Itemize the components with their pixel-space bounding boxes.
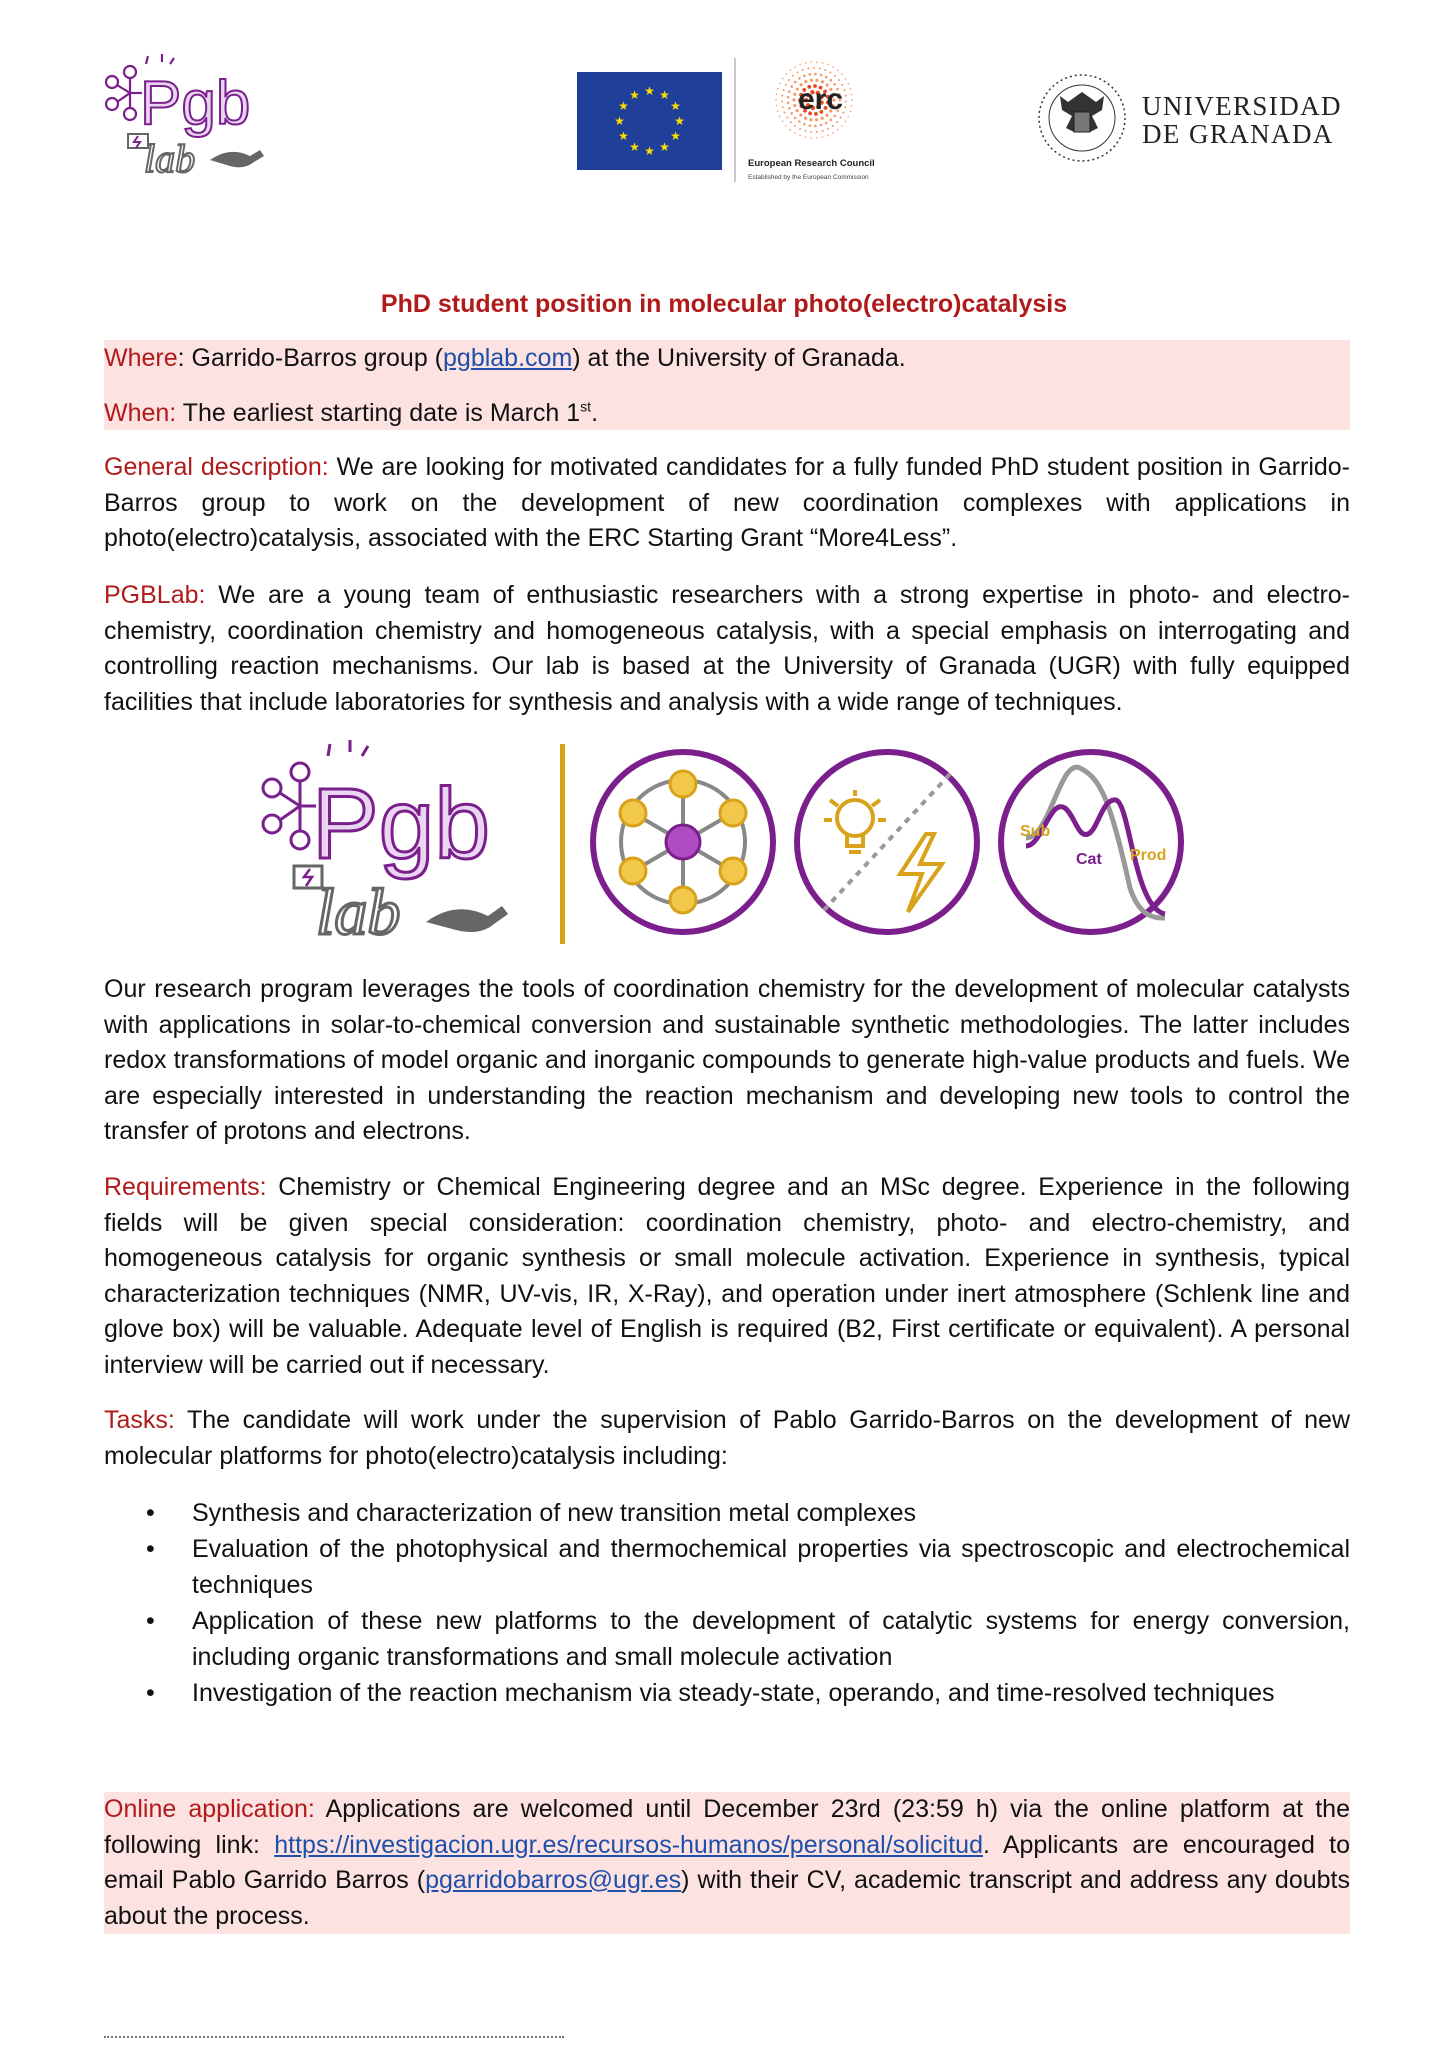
erc-dot (820, 124, 823, 127)
erc-dot (788, 79, 790, 81)
erc-dot (781, 100, 783, 102)
erc-dot (785, 73, 787, 75)
erc-dot (805, 136, 807, 138)
erc-dot (825, 122, 828, 125)
eu-star-icon: ★ (618, 99, 629, 113)
erc-dot (804, 130, 806, 132)
erc-dot (787, 101, 790, 104)
erc-dot (792, 75, 794, 77)
svg-text:lab: lab (316, 876, 401, 949)
erc-dot (809, 118, 812, 121)
when-line (104, 396, 598, 432)
footer-divider (104, 2036, 564, 2044)
erc-dot (834, 75, 836, 77)
erc-dot (830, 119, 833, 122)
erc-text: erc (798, 83, 844, 116)
pgblab-link[interactable]: pgblab.com (443, 344, 573, 372)
erc-dot (790, 85, 793, 88)
when-end: . (591, 399, 599, 427)
requirements-label: Requirements: (104, 1173, 267, 1201)
erc-dot (815, 118, 818, 121)
online-application-box (104, 1792, 1350, 1934)
erc-dot (809, 73, 812, 76)
lab-figure (250, 738, 1210, 950)
tasks-list (104, 1495, 1350, 1711)
erc-dot (785, 125, 787, 127)
erc-dot (819, 68, 821, 70)
erc-dot (803, 123, 806, 126)
erc-dot (793, 93, 796, 96)
erc-sub: Established by the European Commission (748, 174, 869, 181)
erc-dot (847, 83, 849, 85)
eu-star-icon: ★ (659, 139, 670, 154)
where-when-box (104, 340, 1350, 430)
erc-dot (825, 76, 828, 79)
erc-dot (799, 128, 801, 130)
erc-dot (836, 121, 838, 123)
eu-star-icon: ★ (670, 99, 681, 113)
pgblab-label: PGBLab: (104, 581, 206, 609)
erc-dot (803, 75, 806, 78)
pgb-lab-logo-large (263, 740, 508, 949)
sub-label: Sub (1020, 823, 1051, 840)
erc-dot (808, 124, 811, 127)
erc-dot (822, 62, 824, 64)
application-text1: Applications are welcomed until December 23rd (23:59 h) via the online platform at the following link: (104, 1795, 1350, 1859)
eu-star-icon: ★ (629, 88, 640, 103)
application-platform-link[interactable]: https://investigacion.ugr.es/recursos-humanos/personal/solicitud (274, 1830, 983, 1859)
erc-dot (794, 132, 796, 134)
erc-dot (788, 107, 791, 110)
erc-dot (783, 89, 785, 91)
erc-dot (827, 64, 829, 66)
application-text2: . Applicants are encouraged to email Pablo Garrido Barros ( (104, 1830, 1350, 1894)
erc-dot (816, 131, 818, 133)
erc-dot (832, 66, 834, 68)
erc-dot (810, 79, 813, 82)
erc-dot (827, 135, 829, 137)
erc-dot (781, 95, 783, 97)
application-label: Online application: (104, 1795, 315, 1823)
erc-dot (798, 120, 801, 123)
erc-dot (816, 61, 818, 63)
erc-dot (810, 137, 812, 139)
list-item: • Investigation of the reaction mechanism via steady-state, operando, and time-resolved techniques (104, 1675, 1350, 1711)
erc-dot (845, 78, 847, 80)
erc-dot (841, 73, 843, 75)
erc-dot (844, 106, 846, 108)
erc-dot (820, 74, 823, 77)
erc-dot (845, 121, 847, 123)
research-paragraph: Our research program leverages the tools of coordination chemistry for the development of molecular catalysts with applications in solar-to-chemical conversion and sustainable synthetic methodologies. The latter includes redox transformations of model organic and inorganic compounds to generate high-value products and fuels. We are especially interested in understanding the reaction mechanism and developing new tools to control the transfer of protons and electrons. (104, 975, 1350, 1145)
erc-dot (821, 130, 823, 132)
requirements-text: Chemistry or Chemical Engineering degree and an MSc degree. Experience in the following fields will be given special consideration: coordination chemistry, photo- and electro-chemistry, and homogeneous catalysis for organic synthesis or small molecule activation. Experience in synthesis, typical characterization techniques (NMR, UV-vis, IR, X-Ray), and operation under inert atmosphere (Schlenk line and glove box) will be valuable. Adequate level of English is required (B2, First certificate or equivalent). A personal interview will be carried out if necessary. (104, 1173, 1350, 1379)
erc-dot (827, 128, 829, 130)
bullet: • (146, 1679, 155, 1707)
eu-star-icon: ★ (629, 139, 640, 154)
erc-dot (776, 105, 778, 107)
erc-dot (802, 69, 804, 71)
where-text-before: : Garrido-Barros group ( (177, 344, 444, 372)
erc-dot (849, 110, 851, 112)
erc-dot (793, 104, 796, 107)
eu-star-icon: ★ (644, 144, 655, 158)
erc-dot (794, 81, 797, 84)
ugr-seal-icon (1036, 72, 1128, 164)
logo-divider (734, 58, 736, 182)
general-label: General description: (104, 453, 329, 481)
erc-dot (851, 99, 853, 101)
erc-dot (784, 112, 786, 114)
eu-star-icon: ★ (674, 114, 685, 128)
erc-dot (782, 121, 784, 123)
erc-dot (797, 72, 799, 74)
erc-dot (782, 106, 784, 108)
erc-dot (851, 105, 853, 107)
bullet: • (146, 1499, 155, 1527)
erc-dot (805, 62, 807, 64)
eu-star-icon: ★ (614, 114, 625, 128)
reaction-coordinate-icon (1001, 752, 1181, 932)
erc-dot (845, 95, 847, 97)
erc-dot (813, 67, 815, 69)
erc-dot (832, 125, 834, 127)
svg-text:lab: lab (144, 136, 196, 177)
erc-dot (787, 96, 790, 99)
tasks-intro (104, 1403, 1350, 1474)
erc-dot (851, 94, 853, 96)
erc-logo (744, 56, 884, 184)
erc-dot (794, 117, 797, 120)
erc-dot (798, 77, 801, 80)
ugr-line1: UNIVERSIDAD (1142, 91, 1342, 121)
erc-dot (850, 88, 852, 90)
erc-name: European Research Council (748, 158, 875, 169)
erc-dot (837, 129, 839, 131)
pgb-lab-logo (100, 52, 280, 177)
erc-dot (779, 83, 781, 85)
erc-dot (837, 70, 839, 72)
bullet: • (146, 1535, 155, 1563)
when-label: When: (104, 399, 177, 427)
contact-email-link[interactable]: pgarridobarros@ugr.es (425, 1866, 682, 1894)
erc-dot (792, 98, 795, 101)
erc-dot (799, 64, 801, 66)
erc-dot (847, 116, 849, 118)
when-text: The earliest starting date is March 1 (176, 399, 581, 427)
erc-dot (822, 136, 824, 138)
tasks-label: Tasks: (104, 1406, 175, 1434)
erc-dot (804, 117, 807, 120)
ugr-name (1142, 92, 1342, 148)
erc-dot (799, 135, 801, 137)
erc-dot (775, 99, 777, 101)
page-title: PhD student position in molecular photo(electro)catalysis (380, 290, 1068, 318)
erc-dot (777, 88, 779, 90)
erc-dot (782, 78, 784, 80)
erc-dot (790, 112, 793, 115)
erc-dot (841, 125, 843, 127)
erc-dot (789, 129, 791, 131)
eu-star-icon: ★ (670, 129, 681, 143)
where-text-after: ) at the University of Granada. (572, 344, 906, 372)
erc-dot (814, 125, 817, 128)
erc-dot (816, 137, 818, 139)
bullet: • (146, 1607, 155, 1635)
svg-text:Pgb: Pgb (312, 768, 490, 880)
cat-label: Cat (1076, 851, 1102, 868)
erc-dot (790, 121, 792, 123)
erc-dot (779, 116, 781, 118)
pgblab-text: We are a young team of enthusiastic researchers with a strong expertise in photo- and electro-chemistry, coordination chemistry and homogeneous catalysis, with a special emphasis on interrogating and controlling reaction mechanisms. Our lab is based at the University of Granada (UGR) with fully equipped facilities that include laboratories for synthesis and analysis with a wide range of techniques. (104, 581, 1350, 716)
ugr-line2: DE GRANADA (1142, 119, 1334, 149)
erc-dot (785, 84, 787, 86)
application-text3: ) with their CV, academic transcript and address any doubts about the process. (104, 1866, 1350, 1930)
when-sup: st (580, 398, 592, 415)
erc-dot (814, 73, 817, 76)
eu-star-icon: ★ (618, 129, 629, 143)
erc-dot (807, 68, 809, 70)
svg-text:Pgb: Pgb (140, 69, 251, 138)
general-text: We are looking for motivated candidates for a fully funded PhD student position in Garrido-Barros group to work on the development of new coordination complexes with applications in photo(electro)catalysis, associated with the ERC Starting Grant “More4Less”. (104, 453, 1351, 552)
erc-dot (830, 79, 833, 82)
erc-dot (788, 90, 791, 93)
list-item: • Application of these new platforms to the development of catalytic systems for energy conversion, including organic transformations and small molecule activation (104, 1603, 1350, 1675)
erc-dot (790, 69, 792, 71)
eu-flag-icon (577, 72, 722, 170)
erc-dot (832, 132, 834, 134)
erc-dot (777, 110, 779, 112)
where-line (104, 341, 906, 377)
erc-dot (810, 131, 812, 133)
erc-dot (776, 93, 778, 95)
erc-dot (843, 89, 845, 91)
erc-dot (838, 79, 840, 81)
list-item: • Synthesis and characterization of new transition metal complexes (104, 1495, 1350, 1531)
eu-star-icon: ★ (644, 84, 655, 98)
erc-dot (786, 117, 788, 119)
photo-electro-icon (797, 752, 977, 932)
erc-dot (821, 117, 824, 120)
erc-dot (810, 61, 812, 63)
coordination-complex-icon (593, 752, 773, 932)
eu-star-icon: ★ (659, 88, 670, 103)
erc-dot (794, 66, 796, 68)
pgblab-description (104, 578, 1350, 720)
erc-dot (840, 117, 842, 119)
erc-dot (829, 72, 831, 74)
erc-dot (794, 125, 796, 127)
requirements (104, 1170, 1350, 1383)
erc-dot (815, 79, 818, 82)
general-description (104, 450, 1350, 557)
tasks-text: The candidate will work under the supervision of Pablo Garrido-Barros on the development of new molecular platforms for photo(electro)catalysis including: (104, 1406, 1350, 1470)
prod-label: Prod (1130, 847, 1167, 864)
where-label: Where (104, 344, 178, 372)
list-item: • Evaluation of the photophysical and thermochemical properties via spectroscopic and electrochemical techniques (104, 1531, 1350, 1603)
erc-dot (824, 69, 826, 71)
erc-dot (845, 100, 847, 102)
